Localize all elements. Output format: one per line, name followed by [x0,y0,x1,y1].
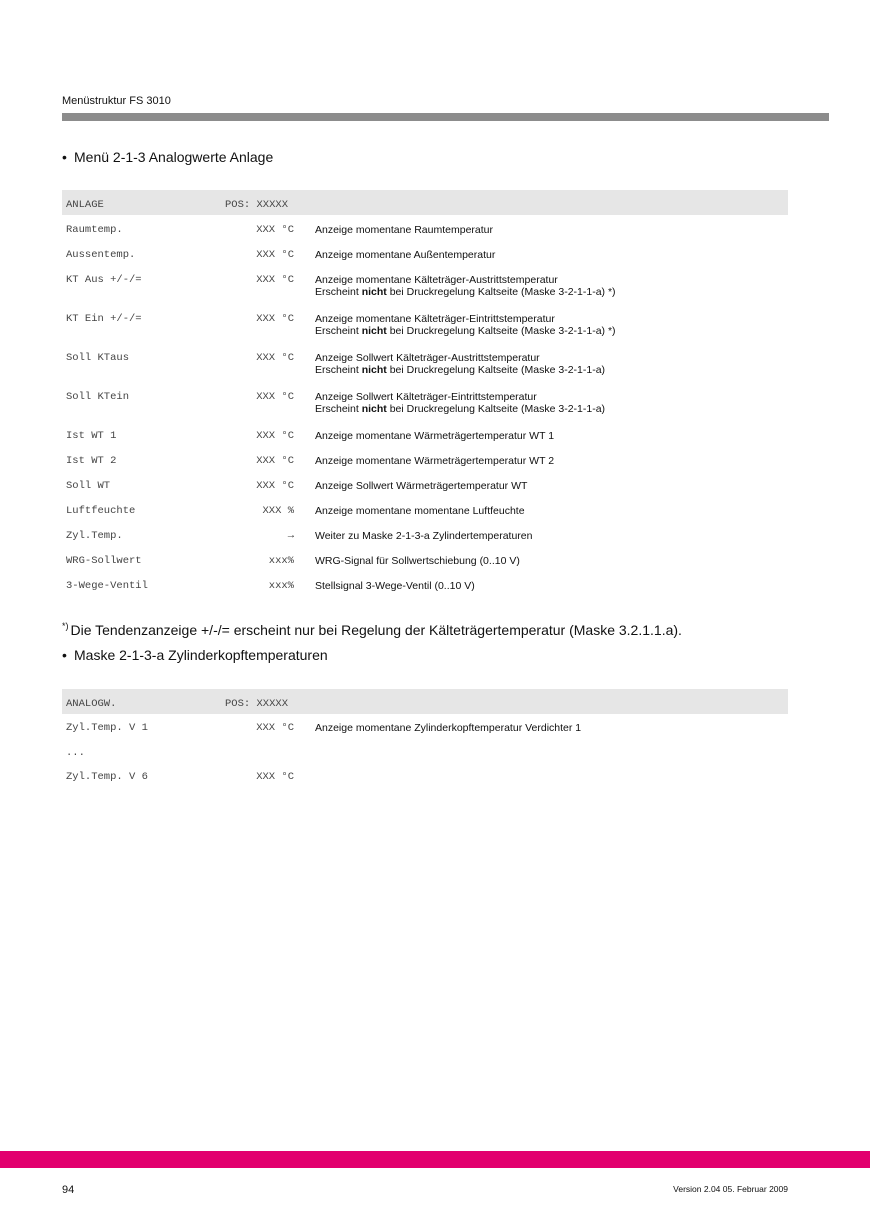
row-code: Luftfeuchte [66,505,136,517]
row-value: XXX °C [256,722,294,734]
row-value: XXX % [262,505,294,517]
analogwerte-table [62,190,788,592]
row-value: XXX °C [256,455,294,467]
version-date: Version 2.04 05. Februar 2009 [673,1184,788,1194]
row-description: Anzeige momentane Kälteträger-Austrittstemperatur Erscheint nicht bei Druckregelung Kaltseite (Maske 3-2-1-1-a) *) [315,274,616,298]
table-row [62,249,788,269]
footnote-text: Die Tendenzanzeige +/-/= erscheint nur bei Regelung der Kälteträgertemperatur (Maske 3.2.1.1.a). [70,622,682,638]
row-value: XXX °C [256,391,294,403]
row-description: Anzeige momentane Außentemperatur [315,249,496,261]
table-header-code: ANLAGE [66,199,104,211]
table-row [62,224,788,244]
bullet-point: • [62,647,67,663]
row-value: XXX °C [256,430,294,442]
row-code: Ist WT 2 [66,455,117,467]
bullet-point: • [62,149,67,165]
row-code: KT Aus +/-/= [66,274,142,286]
table-row [62,274,788,308]
row-code: WRG-Sollwert [66,555,142,567]
row-code: Zyl.Temp. V 1 [66,722,148,734]
row-value: XXX °C [256,313,294,325]
table-row [62,391,788,425]
footer-accent-bar [0,1151,870,1168]
zylinderkopf-table [62,689,788,783]
row-value: XXX °C [256,224,294,236]
row-code: Raumtemp. [66,224,123,236]
row-code: Soll KTaus [66,352,130,364]
row-value: XXX °C [256,480,294,492]
row-value: XXX °C [256,274,294,286]
table-header [62,689,788,714]
page-number: 94 [62,1184,75,1196]
section-heading-text: Maske 2-1-3-a Zylinderkopftemperaturen [74,647,328,663]
document-header-title: Menüstruktur FS 3010 [62,95,171,107]
row-code: 3-Wege-Ventil [66,580,148,592]
arrow-right-icon: → [287,530,294,542]
row-description: Weiter zu Maske 2-1-3-a Zylindertemperaturen [315,530,533,542]
row-description: Anzeige Sollwert Kälteträger-Austrittstemperatur Erscheint nicht bei Druckregelung Kaltseite (Maske 3-2-1-1-a) [315,352,606,376]
table-row [62,455,788,475]
row-description: Anzeige Sollwert Wärmeträgertemperatur WT [315,480,528,492]
row-value: XXX °C [256,352,294,364]
table-row [62,505,788,525]
row-description: Anzeige momentane Kälteträger-Eintrittstemperatur Erscheint nicht bei Druckregelung Kaltseite (Maske 3-2-1-1-a) *) [315,313,616,337]
table-row [62,771,788,791]
row-description: Anzeige momentane Raumtemperatur [315,224,494,236]
table-row [62,430,788,450]
footnote [62,621,682,638]
header-divider [62,113,829,121]
row-code: Soll WT [66,480,111,492]
row-code: KT Ein +/-/= [66,313,142,325]
table-row [62,747,788,767]
table-row [62,580,788,600]
footnote-marker: *) [62,621,69,631]
section-heading-zylinderkopf [62,647,328,663]
row-description: Anzeige momentane Wärmeträgertemperatur WT 2 [315,455,555,467]
table-header-code: ANALOGW. [66,698,117,710]
table-row [62,313,788,347]
table-row [62,555,788,575]
row-description: Anzeige Sollwert Kälteträger-Eintrittstemperatur Erscheint nicht bei Druckregelung Kaltseite (Maske 3-2-1-1-a) [315,391,606,415]
row-value: xxx% [268,580,294,592]
section-heading-text: Menü 2-1-3 Analogwerte Anlage [74,149,274,165]
row-value: XXX °C [256,771,294,783]
row-code: Soll KTein [66,391,130,403]
table-header-pos: POS: XXXXX [225,698,289,710]
row-code: Zyl.Temp. V 6 [66,771,148,783]
row-description: Anzeige momentane Zylinderkopftemperatur Verdichter 1 [315,722,582,734]
table-row [62,480,788,500]
table-header [62,190,788,215]
row-description: Anzeige momentane momentane Luftfeuchte [315,505,525,517]
table-header-pos: POS: XXXXX [225,199,289,211]
row-code: ... [66,747,85,759]
row-code: Aussentemp. [66,249,136,261]
table-row [62,352,788,386]
row-value: XXX °C [256,249,294,261]
row-code: Ist WT 1 [66,430,117,442]
table-row [62,722,788,742]
row-value: xxx% [268,555,294,567]
row-description: Anzeige momentane Wärmeträgertemperatur WT 1 [315,430,555,442]
row-description: WRG-Signal für Sollwertschiebung (0..10 V) [315,555,520,567]
table-row [62,530,788,550]
row-description: Stellsignal 3-Wege-Ventil (0..10 V) [315,580,475,592]
section-heading-analogwerte [62,149,273,165]
row-code: Zyl.Temp. [66,530,123,542]
